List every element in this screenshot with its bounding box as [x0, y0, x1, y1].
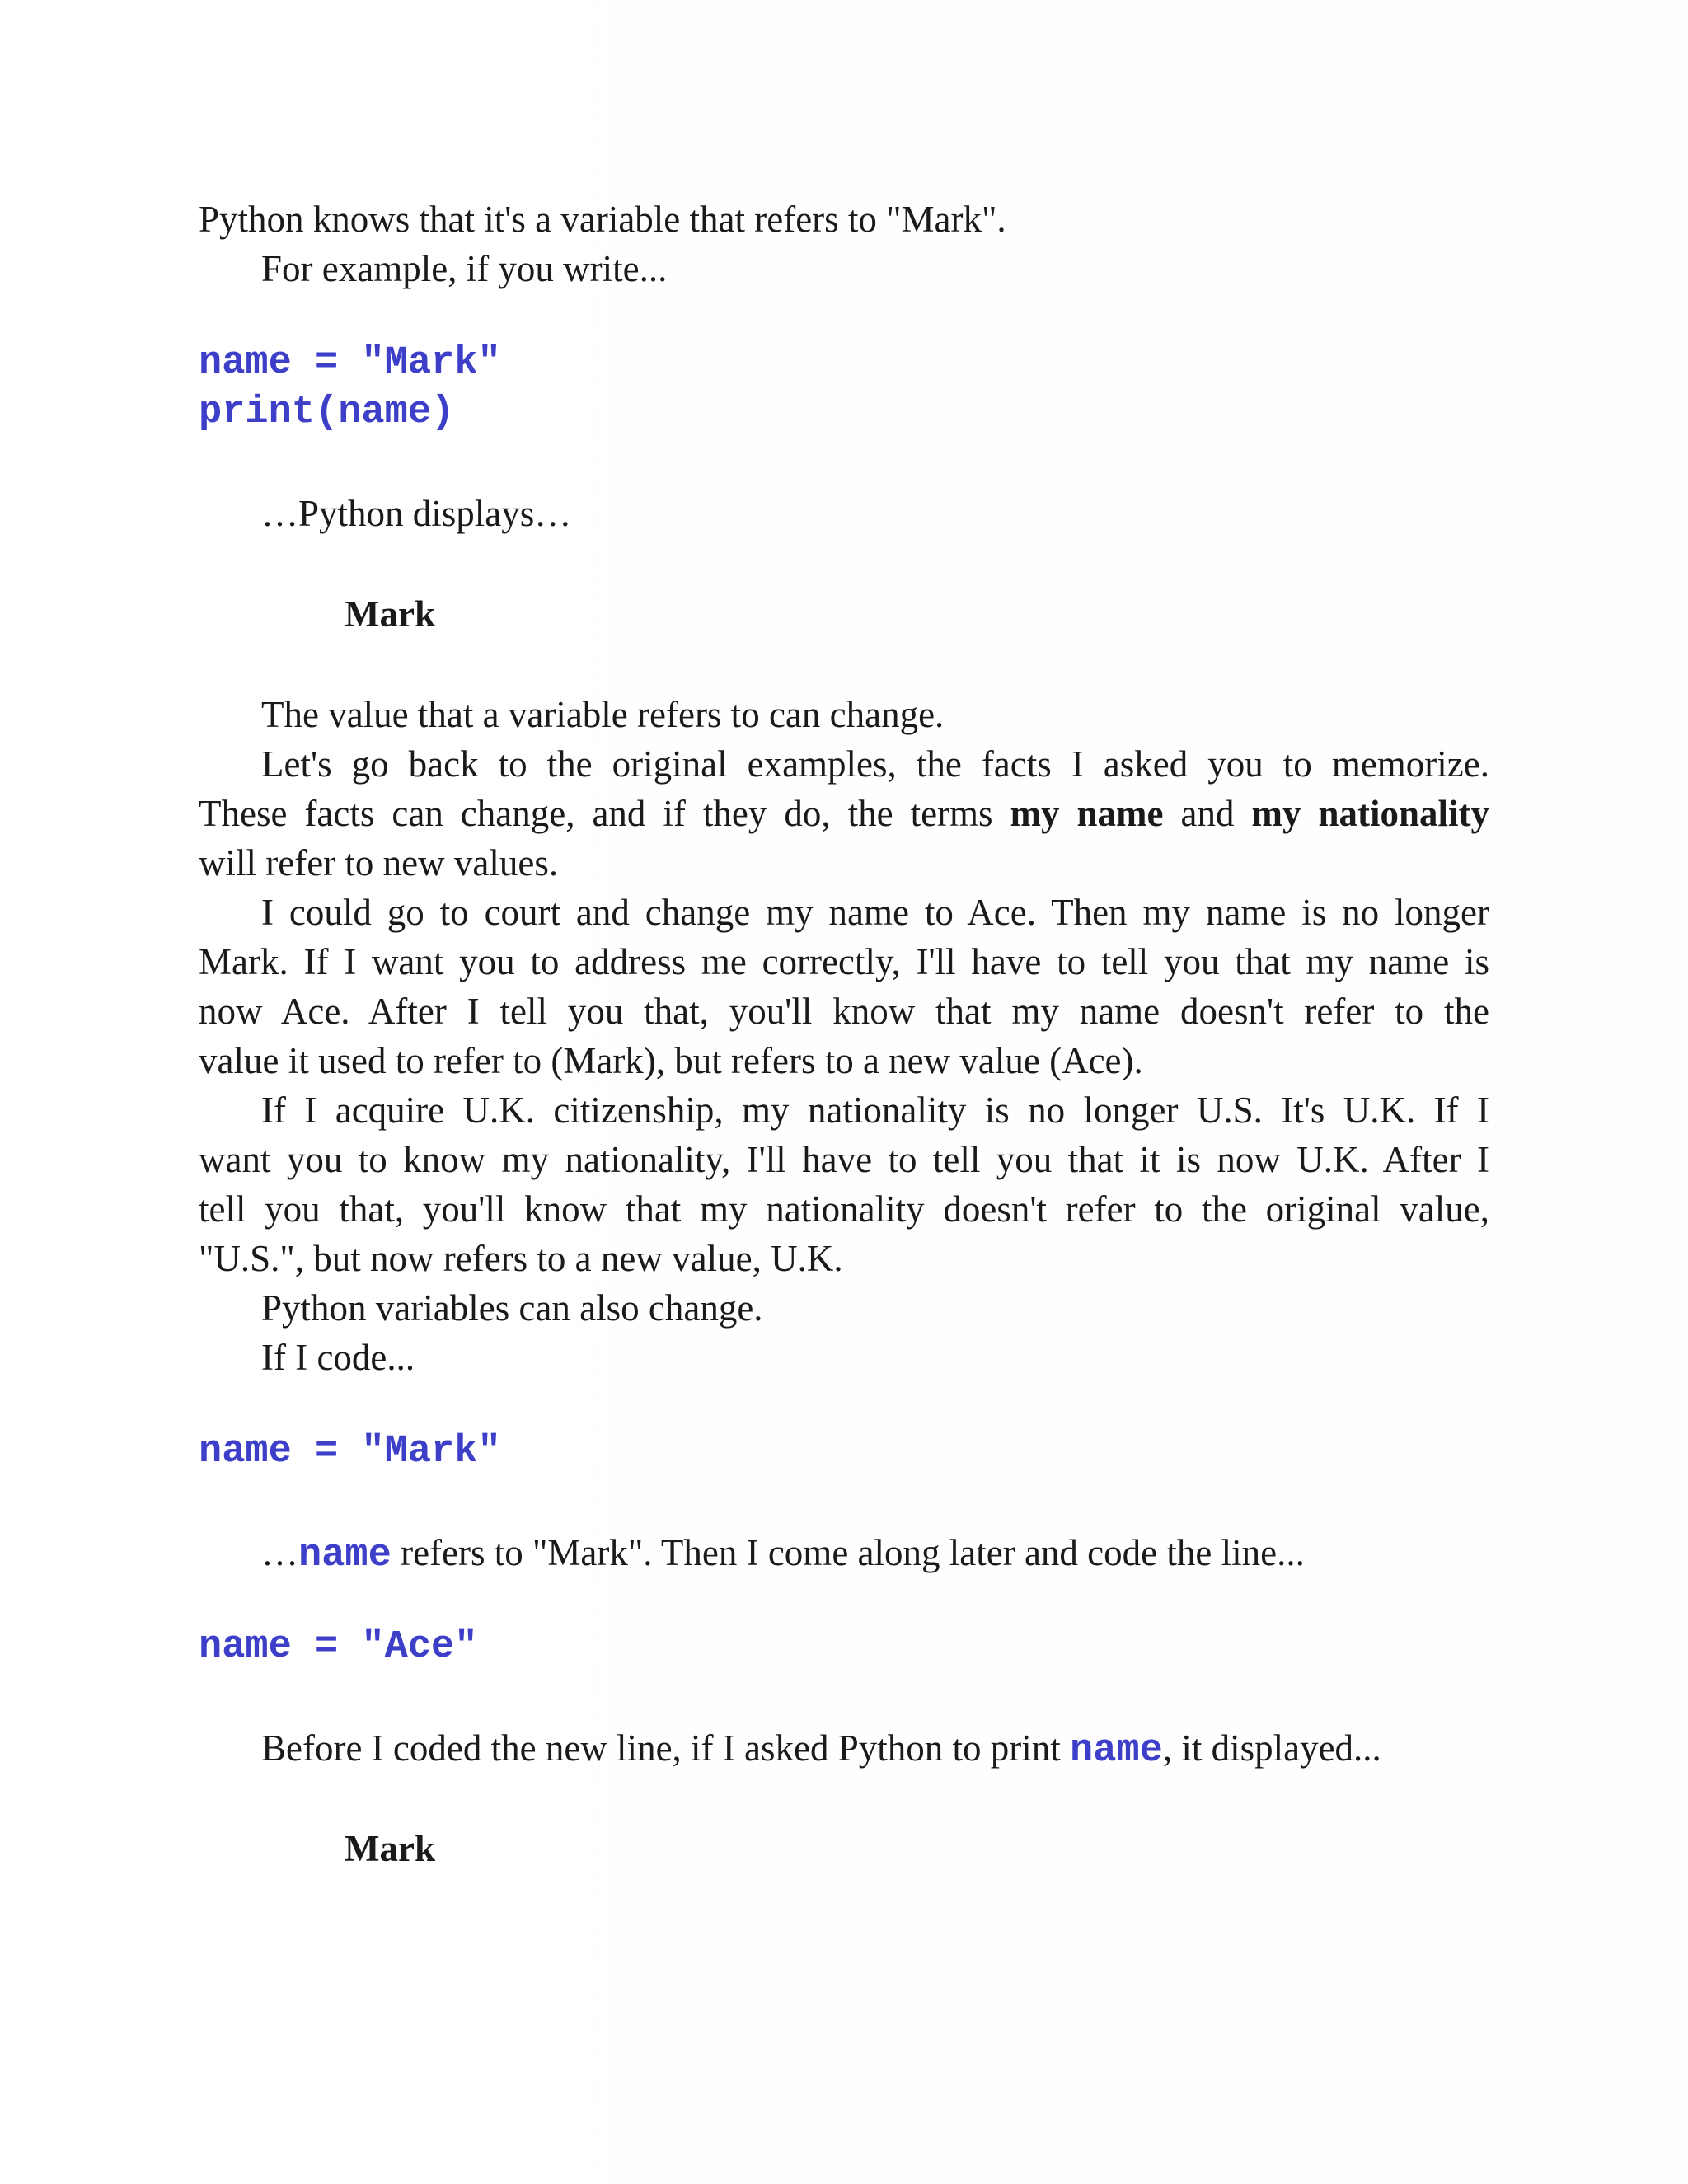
spacer [199, 1773, 1489, 1824]
paragraph-text-run: and [1163, 793, 1252, 834]
paragraph-text: Python variables can also change. [261, 1287, 763, 1329]
bold-term: my nationality [1251, 793, 1489, 834]
spacer [199, 1672, 1489, 1723]
paragraph-text: For example, if you write... [261, 248, 668, 289]
paragraph-text-run: , it displayed... [1162, 1727, 1381, 1769]
paragraph-text: The value that a variable refers to can change. [261, 694, 945, 735]
paragraph-text: If I acquire U.K. citizenship, my nationality is no longer U.S. It's U.K. If I [261, 1090, 1489, 1131]
paragraph-text: Let's go back to the original examples, the facts I asked you to memorize. [261, 743, 1489, 785]
paragraph-text [199, 789, 1489, 838]
paragraph-text-run: … [261, 1532, 298, 1573]
paragraph-text [199, 1723, 1489, 1773]
paragraph-text: If I code... [261, 1337, 415, 1378]
paragraph-text: …Python displays… [261, 493, 572, 534]
text-column [199, 194, 1489, 1873]
paragraph-text: Mark. If I want you to address me correctly, I'll have to tell you that my name is [199, 941, 1489, 982]
spacer [199, 1382, 1489, 1427]
paragraph-text: Python knows that it's a variable that refers to "Mark". [199, 199, 1006, 240]
program-output: Mark [345, 1828, 435, 1869]
inline-code: name [1070, 1729, 1163, 1773]
spacer [199, 1477, 1489, 1528]
spacer [199, 538, 1489, 589]
paragraph-text [199, 1528, 1489, 1577]
spacer [199, 293, 1489, 339]
spacer [199, 1577, 1489, 1623]
paragraph-text: value it used to refer to (Mark), but refers to a new value (Ace). [199, 1040, 1143, 1081]
paragraph-text: will refer to new values. [199, 842, 559, 883]
program-output: Mark [345, 593, 435, 635]
code-line: name = "Mark" [199, 341, 501, 385]
paragraph-text-run: These facts can change, and if they do, the terms [199, 793, 1010, 834]
code-line: name = "Mark" [199, 1430, 501, 1474]
paragraph-text-run: refers to "Mark". Then I come along later and code the line... [391, 1532, 1305, 1573]
spacer [199, 639, 1489, 690]
paragraph-text: "U.S.", but now refers to a new value, U.K. [199, 1238, 843, 1279]
paragraph-text: I could go to court and change my name to Ace. Then my name is no longer [261, 892, 1489, 933]
paragraph-text: now Ace. After I tell you that, you'll know that my name doesn't refer to the [199, 991, 1489, 1032]
paragraph-text: tell you that, you'll know that my nationality doesn't refer to the original value, [199, 1188, 1489, 1230]
inline-code: name [298, 1534, 392, 1577]
paragraph-text: want you to know my nationality, I'll have to tell you that it is now U.K. After I [199, 1139, 1489, 1180]
bold-term: my name [1010, 793, 1164, 834]
code-line: print(name) [199, 391, 455, 434]
code-line: name = "Ace" [199, 1625, 478, 1669]
paragraph-text-run: Before I coded the new line, if I asked Python to print [261, 1727, 1070, 1769]
spacer [199, 438, 1489, 489]
